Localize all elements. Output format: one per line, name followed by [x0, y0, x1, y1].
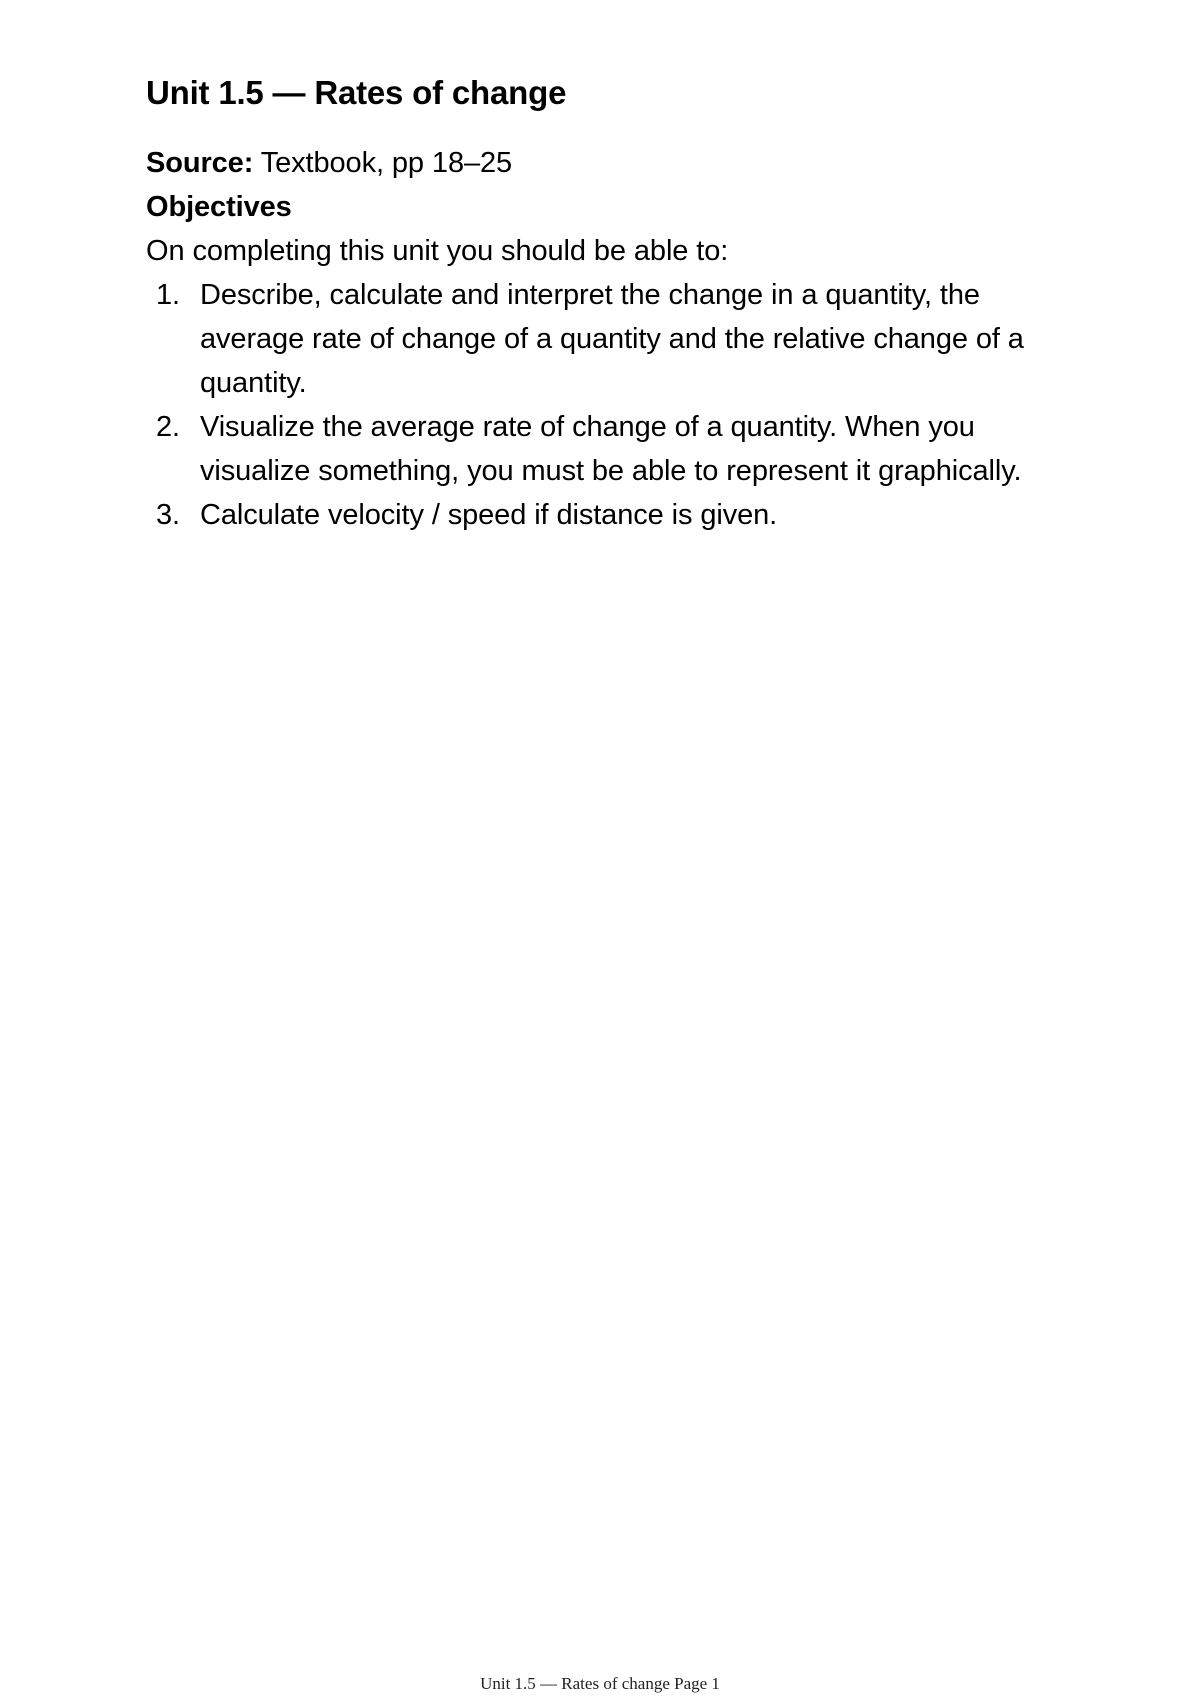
- objective-item-1: [146, 273, 1076, 405]
- objective-text: Calculate velocity / speed if distance is given.: [200, 498, 778, 531]
- objectives-list: [146, 273, 1076, 537]
- page-title: Unit 1.5 — Rates of change: [146, 74, 567, 111]
- objective-item-3: [146, 493, 1076, 537]
- source-line: [146, 141, 1076, 185]
- objective-number: 3.: [156, 498, 180, 531]
- objectives-intro: On completing this unit you should be able to:: [146, 234, 729, 267]
- objective-number: 1.: [156, 278, 180, 311]
- objective-text: Describe, calculate and interpret the change in a quantity, the average rate of change of a quantity and the relative change of a quantity.: [200, 278, 1024, 399]
- objective-item-2: [146, 405, 1076, 493]
- source-value: Textbook, pp 18–25: [260, 146, 513, 179]
- objective-number: 2.: [156, 410, 180, 443]
- source-line-wrapper: [146, 141, 1076, 185]
- objective-text: Visualize the average rate of change of a quantity. When you visualize something, you must be able to represent it graphically.: [200, 410, 1022, 487]
- page-content: [146, 72, 1076, 537]
- objectives-heading: Objectives: [146, 190, 292, 223]
- source-label: Source:: [146, 146, 254, 179]
- page-footer: Unit 1.5 — Rates of change Page 1: [480, 1674, 720, 1693]
